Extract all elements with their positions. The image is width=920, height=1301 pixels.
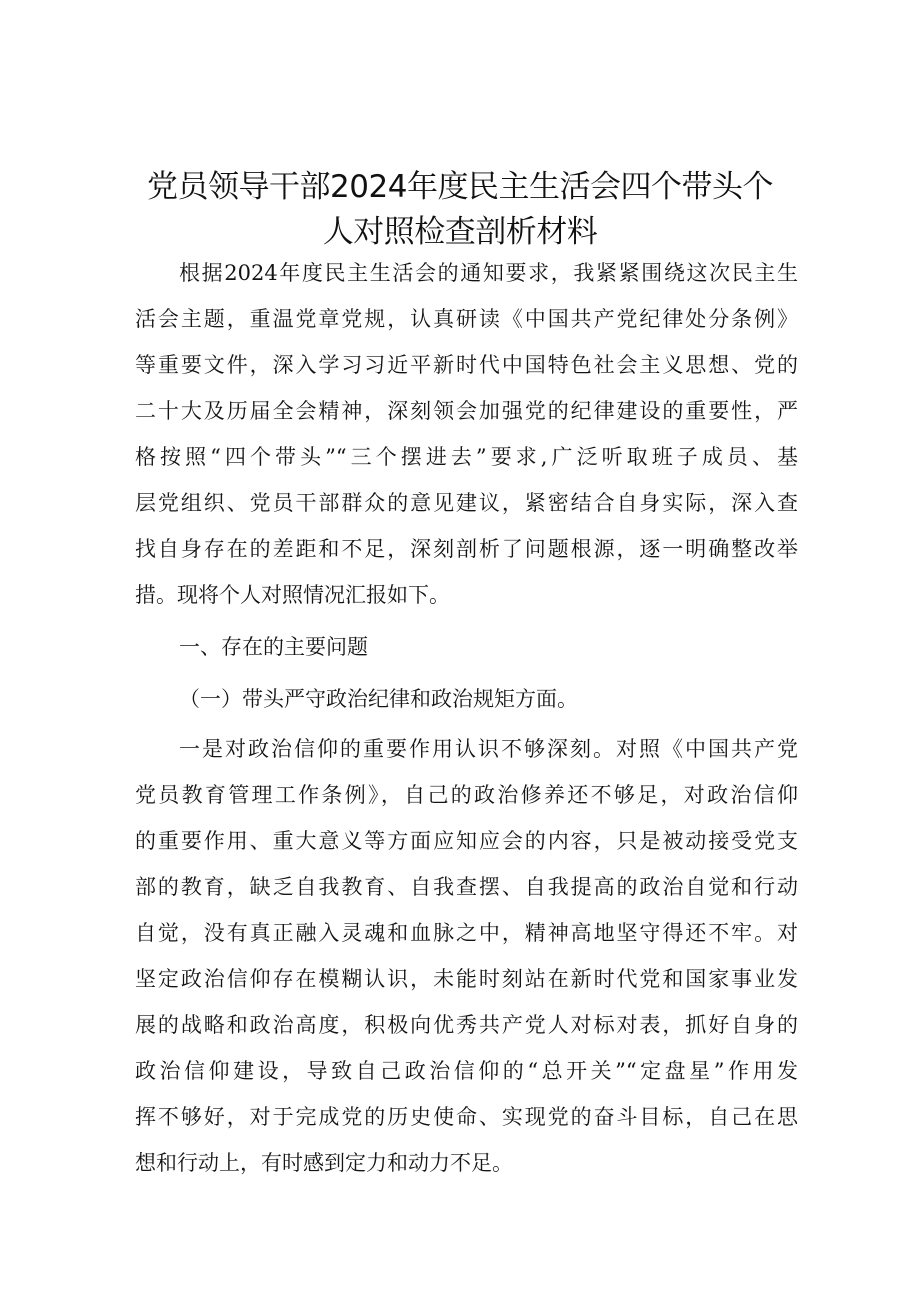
body-paragraph-line: 党员教育管理工作条例》，自己的政治修养还不够足，对政治信仰	[135, 783, 798, 807]
intro-paragraph-line: 活会主题，重温党章党规，认真研读《中国共产党纪律处分条例》	[135, 307, 798, 331]
intro-paragraph-line: 措。现将个人对照情况汇报如下。	[135, 583, 450, 607]
body-paragraph-line: 自觉，没有真正融入灵魂和血脉之中，精神高地坚守得还不牢。对	[135, 921, 798, 945]
body-paragraph-line: 政治信仰建设，导致自己政治信仰的“总开关”“定盘星”作用发	[135, 1059, 798, 1083]
body-paragraph-line: 挥不够好，对于完成党的历史使命、实现党的奋斗目标，自己在思	[135, 1105, 798, 1129]
intro-paragraph-line: 二十大及历届全会精神，深刻领会加强党的纪律建设的重要性，严	[135, 399, 798, 423]
intro-paragraph-line: 找自身存在的差距和不足，深刻剖析了问题根源，逐一明确整改举	[135, 537, 798, 561]
body-paragraph-line: 想和行动上，有时感到定力和动力不足。	[135, 1151, 513, 1175]
body-paragraph-line: 部的教育，缺乏自我教育、自我查摆、自我提高的政治自觉和行动	[135, 875, 798, 899]
document-title-line-1: 党员领导干部2024年度民主生活会四个带头个	[147, 169, 773, 205]
intro-paragraph-line: 层党组织、党员干部群众的意见建议，紧密结合自身实际，深入查	[135, 491, 798, 515]
body-paragraph-line: 坚定政治信仰存在模糊认识，未能时刻站在新时代党和国家事业发	[135, 967, 798, 991]
section-heading: 一、存在的主要问题	[179, 635, 368, 659]
intro-paragraph-line: 格按照“四个带头”“三个摆进去”要求,广泛听取班子成员、基	[135, 445, 798, 469]
subsection-heading: （一）带头严守政治纪律和政治规矩方面。	[179, 687, 578, 711]
document-title-line-2: 人对照检查剖析材料	[322, 214, 598, 250]
body-paragraph-line: 的重要作用、重大意义等方面应知应会的内容，只是被动接受党支	[135, 829, 798, 853]
intro-paragraph-line: 根据2024年度民主生活会的通知要求，我紧紧围绕这次民主生	[179, 261, 798, 285]
body-paragraph-line: 一是对政治信仰的重要作用认识不够深刻。对照《中国共产党	[179, 737, 798, 761]
body-paragraph-line: 展的战略和政治高度，积极向优秀共产党人对标对表，抓好自身的	[135, 1013, 798, 1037]
intro-paragraph-line: 等重要文件，深入学习习近平新时代中国特色社会主义思想、党的	[135, 353, 798, 377]
